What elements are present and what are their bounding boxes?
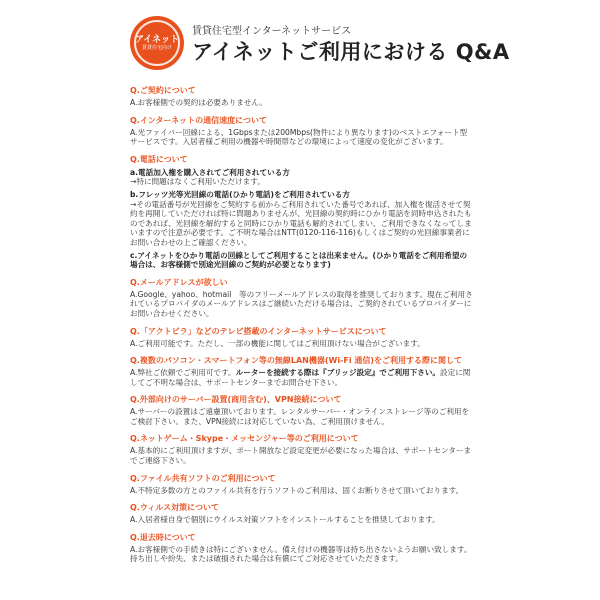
logo-sub: 賃貸住宅向け [141,45,172,51]
answer [130,368,474,387]
question: Q.ファイル共有ソフトのご利用について [130,473,276,483]
qa-item-virus [130,503,474,525]
question: Q.複数のパソコン・スマートフォン等の無線LAN機器(Wi-Fi 通信)をご利用する際に関して [130,356,463,366]
qa-list [130,86,474,572]
answer-lead: A.弊社ご依頼でご利用可です。 [130,368,236,378]
ainet-logo [130,16,184,70]
header [130,14,570,74]
qa-item-wifi [130,356,474,387]
answer: A.サーバーの設置はご遠慮頂いております。レンタルサーバー・オンラインストレージ等のご利用をご検討下さい。また、VPN接続には対応していない為、ご利用頂けません。 [130,407,470,426]
question: Q.「アクトビラ」などのテレビ搭載のインターネットサービスについて [130,326,387,336]
case-title: a.電話加入権を購入されてご利用されている方 [130,167,290,177]
answer: A.光ファイバー回線による、1Gbpsまたは200Mbps(物件により異なります)のベストエフォート型サービスです。入居者様ご利用の機器や時間帯などの環境によって速度の変化がございます。 [130,127,468,147]
qa-item-moving-out [130,533,474,564]
case-title: c.アイネットをひかり電話の回線としてご利用することは出来ません。(ひかり電話をご利用希望の場合は、お客様側で別途光回線のご契約が必要となります) [130,250,468,270]
qa-item-file-sharing [130,474,474,496]
case-body: →特に問題はなくご利用いただけます。 [130,177,265,187]
phone-case-b [130,190,474,248]
qa-item-speed [130,116,474,147]
answer: A.お客様側での手続きは特にございません。備え付けの機器等は持ち出さないようお願い致します。持ち出しや紛失、または破損された場合は有償にてご対応させていただきます。 [130,544,472,564]
answer: A.基本的にご利用頂けますが、ポート開放など設定変更が必要になった場合は、サポートセンターまでご連絡下さい。 [130,446,472,466]
qa-item-netgame [130,434,474,465]
qa-item-server-vpn [130,395,474,426]
question: Q.メールアドレスが欲しい [130,277,228,287]
case-body: →その電話番号が光回線をご契約する前からご利用されていた番号であれば、加入権を復活させて契約を再開していただければ特に問題ありませんが、光回線の契約時にひかり電話を同時申込されたものであれば、光回線を解約すると同時にひかり電話も解約されてしまい、ご利用できなくなってしまいますので注意が必要です。ご不明な場合はNTT(0120-116-116)もしくはご契約の光回線事業者にお問い合わせの上ご確認ください。 [130,199,472,247]
question: Q.ネットゲーム・Skype・メッセンジャー等のご利用について [130,434,359,444]
question: Q.外部向けのサーバー設置(商用含む)、VPN接続について [130,395,342,405]
logo-name: アイネット [134,35,180,45]
page-title: アイネットご利用における Q&A [192,40,510,64]
question: Q.インターネットの通信速度について [130,115,267,125]
phone-case-c [130,251,474,270]
answer: A.Google、yahoo、hotmail 等のフリーメールアドレスの取得を推奨しております。現在ご利用されているプロバイダのメールアドレスはご継続いただける場合は、ご契約されているプロバイダーにお問い合わせください。 [130,289,473,318]
answer: A.入居者様自身で個別にウイルス対策ソフトをインストールすることを推奨しております。 [130,515,440,525]
answer-emphasis: ルーターを接続する際は『ブリッジ設定』でご利用下さい。 [235,368,441,378]
qa-item-email [130,278,474,319]
qa-item-phone [130,155,474,270]
answer: A.不特定多数の方とのファイル共有を行うソフトのご利用は、固くお断りさせて頂いております。 [130,485,464,495]
answer: A.ご利用可能です。ただし、一部の機能に関してはご利用頂けない場合がございます。 [130,338,425,348]
question: Q.ウィルス対策について [130,503,219,513]
answer: A.お客様側での契約は必要ありません。 [130,98,268,107]
question: Q.退去時について [130,532,196,542]
question: Q.ご契約について [130,86,196,95]
phone-case-a [130,168,474,187]
case-title: b.フレッツ光等光回線の電話(ひかり電話)をご利用されている方 [130,189,350,199]
header-subtitle: 賃貸住宅型インターネットサービス [192,26,352,37]
qa-item-contract [130,86,474,108]
question: Q.電話について [130,154,188,164]
answer-tail: 設定に関してご不明な場合は、サポートセンターまでお問合せ下さい。 [130,368,471,387]
qa-item-tv-service [130,327,474,349]
